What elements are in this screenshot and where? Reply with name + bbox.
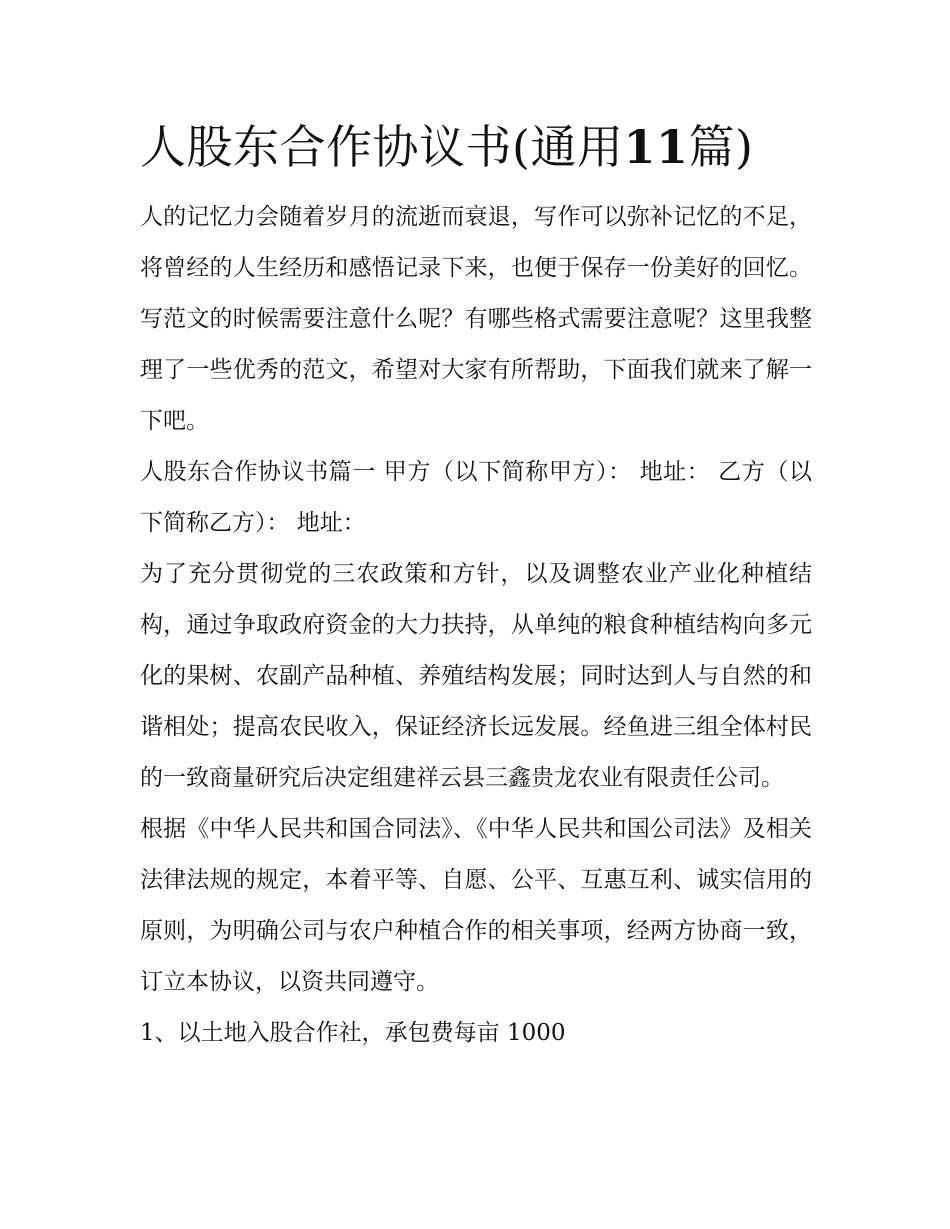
title-prefix: 人股东合作协议书(通用 <box>140 120 624 174</box>
title-number: 11 <box>623 120 689 174</box>
paragraph-legal-basis: 根据《中华人民共和国合同法》、《中华人民共和国公司法》及相关法律法规的规定，本着平等、自愿、公平、互惠互利、诚实信用的原则，为明确公司与农户种植合作的相关事项，经两方协商一致，订立本协议，以资共同遵守。 <box>140 816 812 995</box>
paragraph-purpose: 为了充分贯彻党的三农政策和方针，以及调整农业产业化种植结构，通过争取政府资金的大力扶持，从单纯的粮食种植结构向多元化的果树、农副产品种植、养殖结构发展；同时达到人与自然的和谐相处；提高农民收入，保证经济长远发展。经鱼进三组全体村民的一致商量研究后决定组建祥云县三鑫贵龙农业有限责任公司。 <box>140 561 812 791</box>
paragraph-intro: 人的记忆力会随着岁月的流逝而衰退，写作可以弥补记忆的不足，将曾经的人生经历和感悟记录下来，也便于保存一份美好的回忆。写范文的时候需要注意什么呢？有哪些格式需要注意呢？这里我整理了一些优秀的范文，希望对大家有所帮助，下面我们就来了解一下吧。 <box>140 204 812 434</box>
paragraph-parties: 人股东合作协议书篇一 甲方（以下简称甲方）： 地址： 乙方（以下简称乙方）： 地址： <box>140 459 812 536</box>
title-suffix: 篇) <box>688 120 754 174</box>
paragraph-clause-1: 1、以土地入股合作社，承包费每亩 1000 <box>140 1020 566 1046</box>
document-title <box>140 112 812 182</box>
document-body <box>140 112 812 1059</box>
